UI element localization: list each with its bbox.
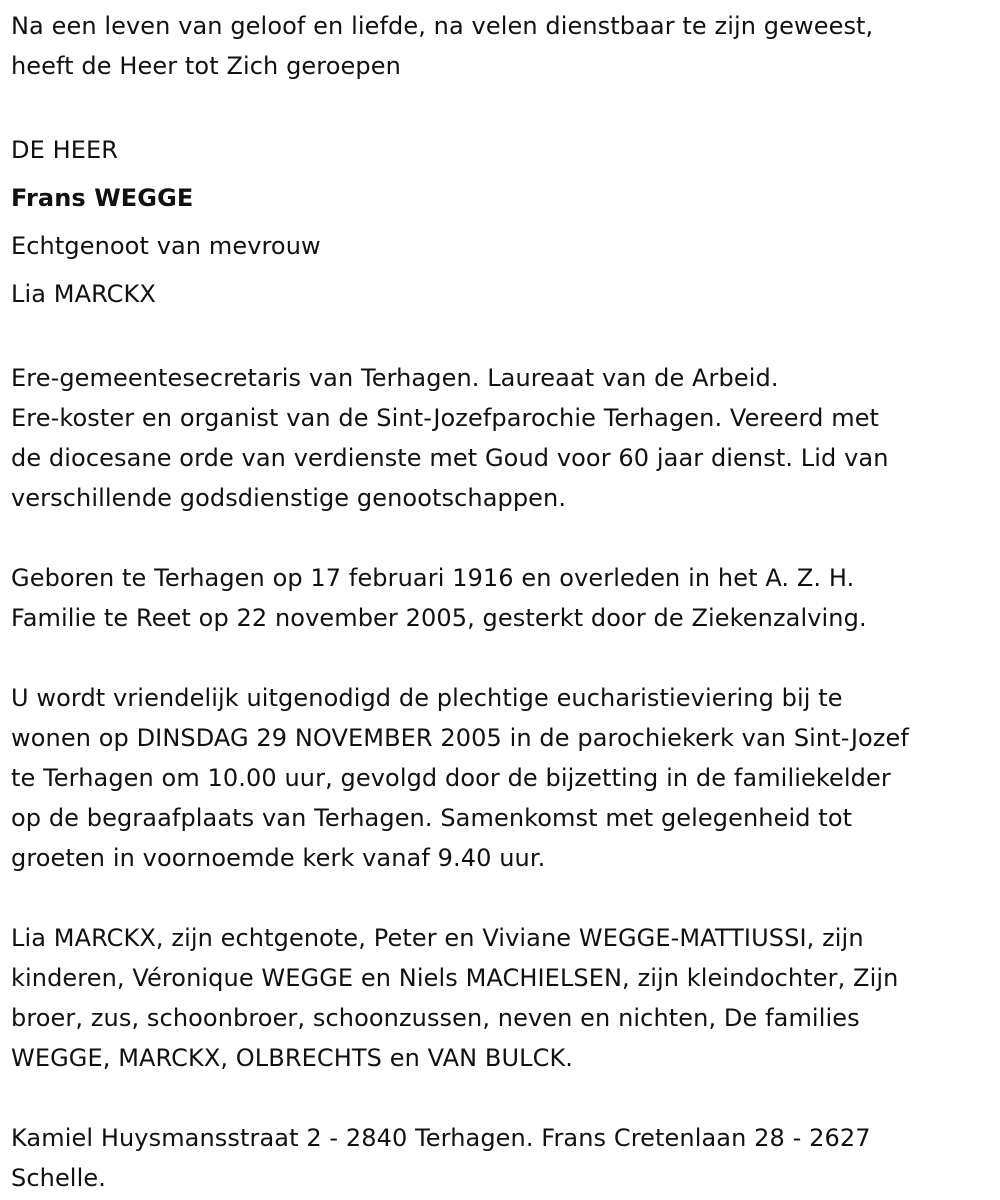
address-line: Kamiel Huysmansstraat 2 - 2840 Terhagen. Frans Cretenlaan 28 - 2627 — [11, 1124, 871, 1152]
biography-line: verschillende godsdienstige genootschappen. — [11, 484, 567, 512]
ceremony-line: groeten in voornoemde kerk vanaf 9.40 uur. — [11, 844, 546, 872]
intro-line: heeft de Heer tot Zich geroepen — [11, 52, 401, 80]
deceased-name: Frans WEGGE — [11, 184, 194, 212]
spouse-label: Echtgenoot van mevrouw — [11, 232, 321, 260]
birth-death-line: Geboren te Terhagen op 17 februari 1916 en overleden in het A. Z. H. — [11, 564, 855, 592]
biography-paragraph — [11, 358, 988, 518]
family-paragraph — [11, 918, 988, 1078]
addresses-paragraph — [11, 1118, 988, 1198]
ceremony-paragraph — [11, 678, 988, 878]
spouse-name: Lia MARCKX — [11, 280, 156, 308]
biography-line: de diocesane orde van verdienste met Goud voor 60 jaar dienst. Lid van — [11, 444, 889, 472]
ceremony-line: wonen op DINSDAG 29 NOVEMBER 2005 in de parochiekerk van Sint-Jozef — [11, 724, 909, 752]
family-line: kinderen, Véronique WEGGE en Niels MACHIELSEN, zijn kleindochter, Zijn — [11, 964, 899, 992]
family-line: broer, zus, schoonbroer, schoonzussen, neven en nichten, De families — [11, 1004, 860, 1032]
honorific-title: DE HEER — [11, 136, 119, 164]
deceased-header — [11, 126, 988, 318]
ceremony-line: te Terhagen om 10.00 uur, gevolgd door de bijzetting in de familiekelder — [11, 764, 891, 792]
family-line: Lia MARCKX, zijn echtgenote, Peter en Viviane WEGGE-MATTIUSSI, zijn — [11, 924, 864, 952]
ceremony-line: op de begraafplaats van Terhagen. Samenkomst met gelegenheid tot — [11, 804, 853, 832]
birth-death-line: Familie te Reet op 22 november 2005, gesterkt door de Ziekenzalving. — [11, 604, 867, 632]
biography-line: Ere-gemeentesecretaris van Terhagen. Laureaat van de Arbeid. — [11, 364, 779, 392]
birth-death-paragraph — [11, 558, 988, 638]
ceremony-line: U wordt vriendelijk uitgenodigd de plechtige eucharistieviering bij te — [11, 684, 843, 712]
intro-paragraph — [11, 6, 988, 86]
biography-line: Ere-koster en organist van de Sint-Jozefparochie Terhagen. Vereerd met — [11, 404, 880, 432]
intro-line: Na een leven van geloof en liefde, na velen dienstbaar te zijn geweest, — [11, 12, 874, 40]
family-line: WEGGE, MARCKX, OLBRECHTS en VAN BULCK. — [11, 1044, 574, 1072]
address-line: Schelle. — [11, 1164, 106, 1192]
